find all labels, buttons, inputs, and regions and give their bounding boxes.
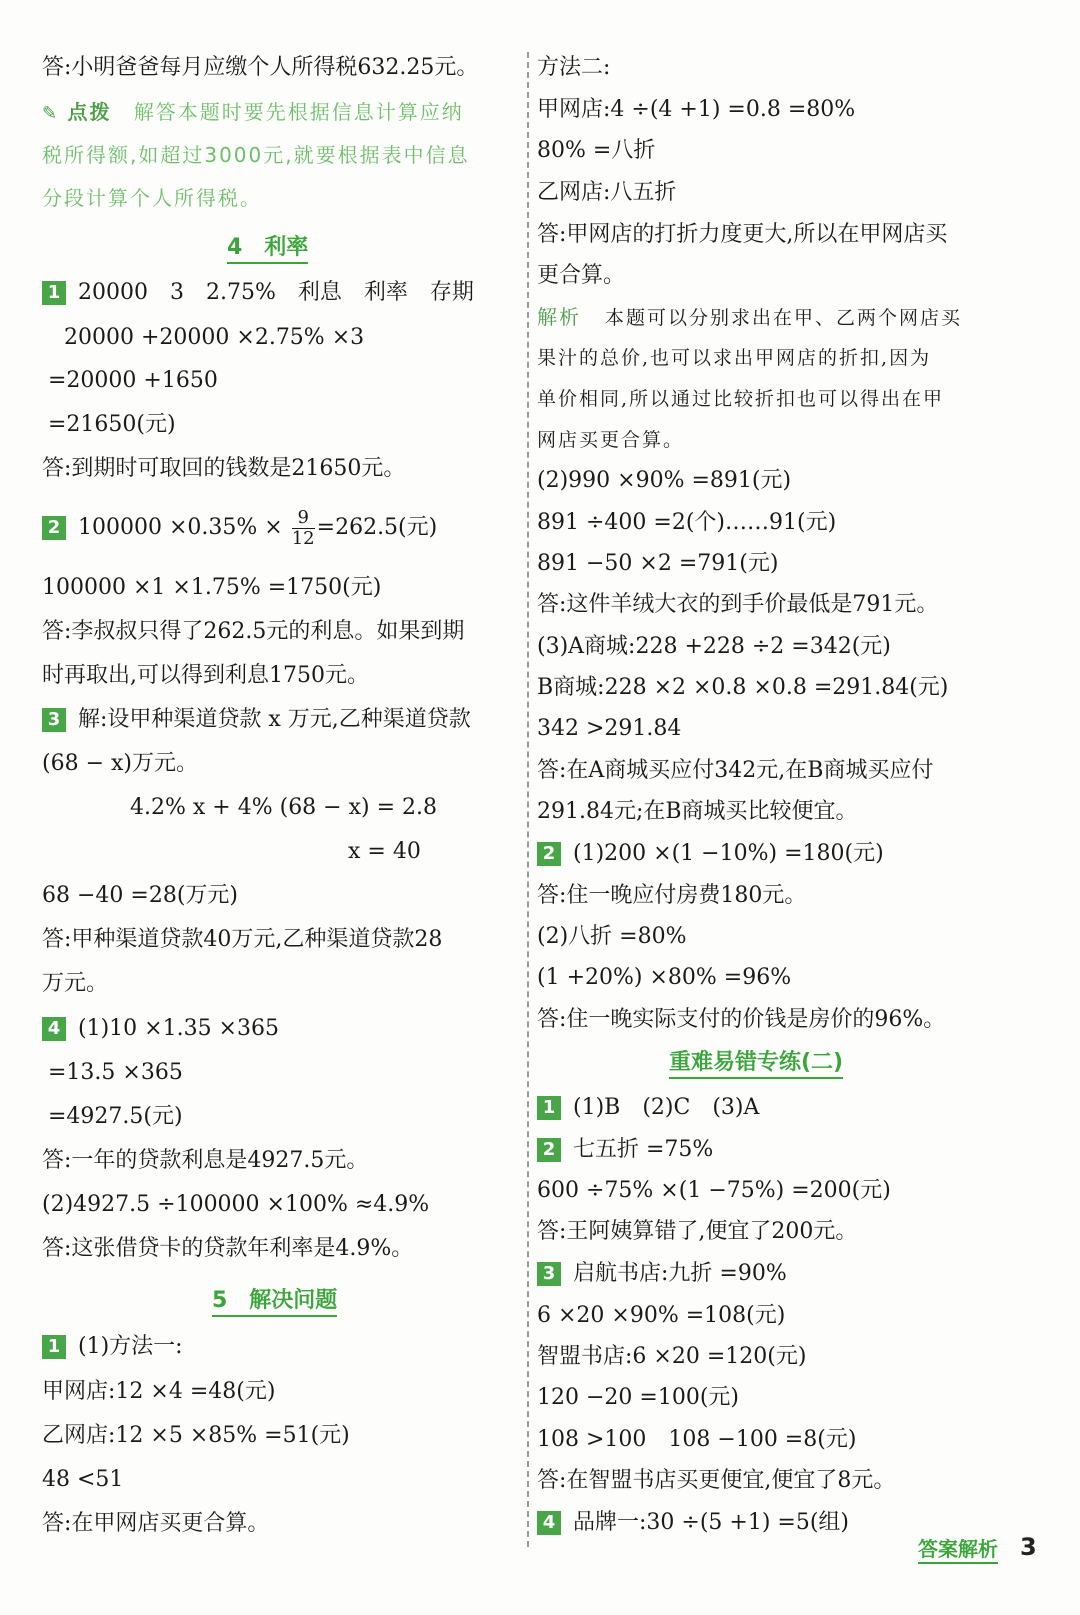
answer-line: 答:小明爸爸每月应缴个人所得税632.25元。: [42, 55, 479, 80]
calc-text: 解:设甲种渠道贷款 x 万元,乙种渠道贷款: [78, 707, 471, 732]
question-number: 4: [537, 1511, 561, 1535]
calc-text: (1)200 ×(1 −10%) =180(元): [573, 841, 884, 866]
fraction: [292, 508, 315, 549]
calc-line: 68 −40 =28(万元): [42, 883, 239, 908]
answer-line: 291.84元;在B商城买比较便宜。: [537, 799, 858, 824]
tip-line-1: [42, 97, 464, 129]
analysis-text: 本题可以分别求出在甲、乙两个网店买: [605, 307, 963, 329]
answer-line: 答:一年的贷款利息是4927.5元。: [42, 1148, 369, 1173]
footer-section-label: 答案解析: [918, 1536, 998, 1564]
question-number: 3: [42, 708, 66, 732]
answer-line: 答:甲种渠道贷款40万元,乙种渠道贷款28: [42, 927, 443, 952]
equation-line: 4.2% x + 4% (68 − x) = 2.8: [130, 795, 438, 820]
question-number: 2: [537, 842, 561, 866]
calc-line: =13.5 ×365: [48, 1060, 183, 1085]
fraction-numerator: 9: [297, 506, 309, 528]
tip-line-2: 税所得额,如超过3000元,就要根据表中信息: [42, 143, 470, 167]
question-2-line: [42, 503, 437, 553]
answer-line: 万元。: [42, 971, 109, 996]
answer-line: 答:住一晚实际支付的价钱是房价的96%。: [537, 1007, 946, 1032]
calc-line: =4927.5(元): [48, 1104, 183, 1129]
calc-text: 启航书店:九折 =90%: [573, 1261, 787, 1286]
question-number: 1: [42, 1335, 66, 1359]
calc-line: B商城:228 ×2 ×0.8 ×0.8 =291.84(元): [537, 675, 949, 700]
analysis-line-4: 网店买更合算。: [537, 429, 685, 451]
calc-text: (1)B (2)C (3)A: [573, 1095, 760, 1120]
section-title-solve: 5 解决问题: [212, 1288, 337, 1317]
calc-line: 80% =八折: [537, 138, 656, 163]
calc-line: (3)A商城:228 +228 ÷2 =342(元): [537, 634, 891, 659]
calc-line: 891 ÷400 =2(个)……91(元): [537, 510, 837, 535]
calc-line: 120 −20 =100(元): [537, 1385, 739, 1410]
question-4-line: [42, 1014, 279, 1044]
calc-line: (2)990 ×90% =891(元): [537, 468, 792, 493]
question-number: 1: [537, 1096, 561, 1120]
calc-line: 乙网店:八五折: [537, 180, 677, 205]
answer-line: 答:这张借贷卡的贷款年利率是4.9%。: [42, 1236, 414, 1261]
question-3-line: [42, 705, 471, 735]
answer-line: 答:甲网店的打折力度更大,所以在甲网店买: [537, 222, 948, 247]
tip-line-3: 分段计算个人所得税。: [42, 186, 262, 210]
answer-line: 答:王阿姨算错了,便宜了200元。: [537, 1219, 858, 1244]
question-number: 1: [42, 281, 66, 305]
calc-line: (2)4927.5 ÷100000 ×100% ≈4.9%: [42, 1192, 430, 1217]
calc-text: (1)10 ×1.35 ×365: [78, 1016, 279, 1041]
answer-line: 答:住一晚应付房费180元。: [537, 883, 807, 908]
analysis-line-2: 果汁的总价,也可以求出甲网店的折扣,因为: [537, 347, 932, 369]
calc-line: (1 +20%) ×80% =96%: [537, 965, 792, 990]
calc-line: 600 ÷75% ×(1 −75%) =200(元): [537, 1178, 891, 1203]
answer-line: 答:到期时可取回的钱数是21650元。: [42, 456, 406, 481]
hard-question-2: [537, 1135, 713, 1165]
question-number: 2: [42, 516, 66, 540]
calc-text: 品牌一:30 ÷(5 +1) =5(组): [573, 1510, 850, 1535]
calc-line: 乙网店:12 ×5 ×85% =51(元): [42, 1423, 350, 1448]
fraction-denominator: 12: [291, 527, 315, 549]
calc-line: 100000 ×1 ×1.75% =1750(元): [42, 575, 382, 600]
calc-line: 48 <51: [42, 1467, 124, 1492]
calc-line: 342 >291.84: [537, 716, 682, 741]
answer-line: 答:在甲网店买更合算。: [42, 1511, 270, 1536]
tip-text: 解答本题时要先根据信息计算应纳: [133, 100, 464, 124]
calc-line: 智盟书店:6 ×20 =120(元): [537, 1344, 807, 1369]
section-title-interest: 4 利率: [227, 235, 308, 264]
equation-line: x = 40: [348, 839, 421, 864]
answer-line: 时再取出,可以得到利息1750元。: [42, 663, 369, 688]
calc-line: 方法二:: [537, 55, 611, 80]
calc-text: 100000 ×0.35% ×: [78, 515, 283, 540]
answer-line: 更合算。: [537, 263, 626, 288]
calc-line: (68 − x)万元。: [42, 751, 198, 776]
calc-line: =21650(元): [48, 412, 176, 437]
answer-line: 答:在智盟书店买更便宜,便宜了8元。: [537, 1468, 896, 1493]
calc-line: 甲网店:12 ×4 =48(元): [42, 1379, 276, 1404]
column-divider: [527, 52, 529, 1547]
tip-label: 点拨: [67, 100, 112, 124]
calc-line: =20000 +1650: [48, 368, 218, 393]
hard-question-3: [537, 1259, 787, 1289]
analysis-label: 解析: [537, 305, 581, 329]
question-number: 3: [537, 1262, 561, 1286]
calc-line: 108 >100 108 −100 =8(元): [537, 1427, 857, 1452]
hard-question-4: [537, 1508, 849, 1538]
pen-icon: ✎: [42, 103, 60, 124]
calc-line: (2)八折 =80%: [537, 924, 687, 949]
question-number: 4: [42, 1017, 66, 1041]
answer-line: 答:李叔叔只得了262.5元的利息。如果到期: [42, 619, 465, 644]
question-1-keywords: 20000 3 2.75% 利息 利率 存期: [78, 280, 474, 305]
answer-line: 答:在A商城买应付342元,在B商城买应付: [537, 758, 934, 783]
calc-line: 甲网店:4 ÷(4 +1) =0.8 =80%: [537, 97, 856, 122]
calc-text: 七五折 =75%: [573, 1137, 714, 1162]
hard-question-1: [537, 1093, 759, 1123]
calc-text: (1)方法一:: [78, 1334, 183, 1359]
calc-line: 20000 +20000 ×2.75% ×3: [64, 325, 365, 350]
calc-line: 891 −50 ×2 =791(元): [537, 551, 779, 576]
answer-line: 答:这件羊绒大衣的到手价最低是791元。: [537, 592, 939, 617]
calc-text: =262.5(元): [316, 515, 438, 540]
question-5-line: [42, 1332, 183, 1362]
calc-line: 6 ×20 ×90% =108(元): [537, 1303, 786, 1328]
problem-2-line: [537, 839, 884, 869]
analysis-line-3: 单价相同,所以通过比较折扣也可以得出在甲: [537, 388, 945, 410]
question-1-header: [42, 278, 474, 308]
section-title-hard-practice: 重难易错专练(二): [669, 1050, 843, 1079]
page-number: 3: [1020, 1533, 1037, 1561]
question-number: 2: [537, 1138, 561, 1162]
analysis-line-1: [537, 302, 962, 333]
